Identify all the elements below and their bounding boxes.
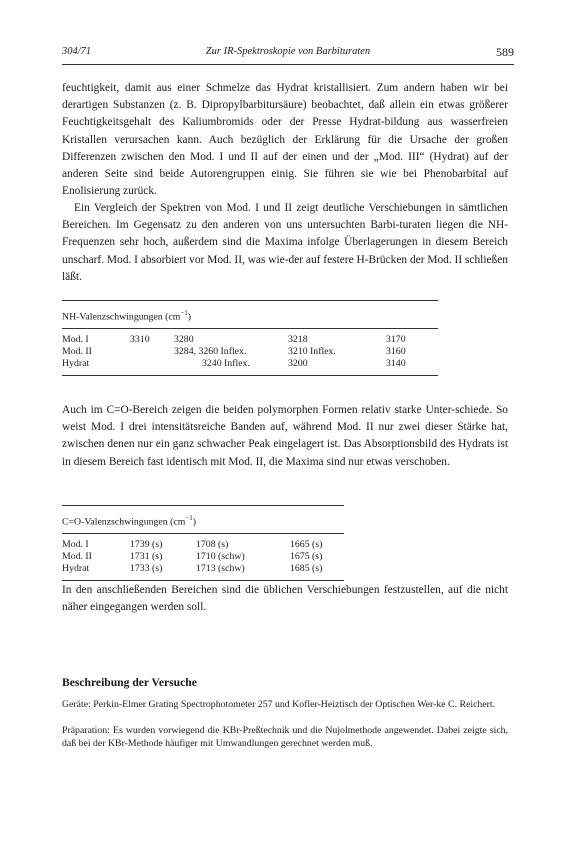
- table-cell: 1733 (s): [130, 563, 163, 574]
- table-cell: 1710 (schw): [196, 551, 245, 562]
- table-cell: 3280: [174, 334, 194, 345]
- nh-valence-table: [62, 300, 438, 382]
- table-cell: 3160: [386, 346, 406, 357]
- table-title: NH-Valenzschwingungen $(cm^{-1})$: [62, 309, 192, 323]
- co-valence-table: [62, 505, 344, 587]
- row-label: Hydrat: [62, 358, 90, 369]
- table-title: C=O-Valenzschwingungen $(cm^{-1})$: [62, 514, 197, 528]
- article-title: Zur IR-Spektroskopie von Barbituraten: [205, 46, 371, 57]
- running-head: [62, 46, 514, 62]
- table-cell: 1731 (s): [130, 551, 163, 562]
- table-cell: 3170: [386, 334, 406, 345]
- table-cell: 3310: [130, 334, 150, 345]
- row-label: Mod. II: [62, 551, 92, 562]
- table-header-rule: [62, 328, 438, 329]
- table-cell: 3284, 3260 Inflex.: [174, 346, 247, 357]
- paragraph-further-regions: In den anschließenden Bereichen sind die üblichen Verschiebungen festzustellen, auf die nicht näher eingegangen werden soll.: [62, 584, 508, 614]
- page-number: 589: [496, 45, 514, 59]
- table-cell: 3140: [386, 358, 406, 369]
- table-cell: 3200: [288, 358, 308, 369]
- table-bottom-rule: [62, 580, 344, 581]
- table-top-rule: [62, 505, 344, 506]
- table-bottom-rule: [62, 375, 438, 376]
- table-header-rule: [62, 533, 344, 534]
- paragraph-hydrate-formation: feuchtigkeit, damit aus einer Schmelze das Hydrat kristallisiert. Zum andern haben wir bei derartigen Substanzen (z. B. Dipropylbarbitursäure) beobachtet, daß allein ein etwas größerer Feuchtigkeitsgehalt des Kaliumbromids oder der Presse Hydrat-bildung aus wasserfreien Kristallen verursachen kann. Auch bezüglich der Erklärung für die Ursache der großen Differenzen zwischen den Mod. I und II auf der einen und der „Mod. III“ (Hydrat) auf der anderen Seite sind beide Autorengruppen einig. Sie führen sie wie bei Phenobarbital auf Enolisierung zurück.: [62, 82, 508, 198]
- table-cell: 3240 Inflex.: [202, 358, 250, 369]
- table-cell: 3218: [288, 334, 308, 345]
- table-cell: 1739 (s): [130, 539, 163, 550]
- table-cell: 1685 (s): [290, 563, 323, 574]
- paragraph-spectra-comparison: Ein Vergleich der Spektren von Mod. I und II zeigt deutliche Verschiebungen in sämtlichen Bereichen. Im Gegensatz zu den anderen von uns untersuchten Barbi-turaten liegen die NH-Frequenzen sehr hoch, außerdem sind die Maxima infolge Überlagerungen in diesem Bereich unscharf. Mod. I absorbiert vor Mod. II, was wie-der auf festere H-Brücken der Mod. II schließen läßt.: [62, 202, 508, 283]
- row-label: Hydrat: [62, 563, 90, 574]
- table-cell: 1675 (s): [290, 551, 323, 562]
- row-label: Mod. II: [62, 346, 92, 357]
- section-heading: Beschreibung der Versuche: [62, 676, 197, 689]
- table-cell: 3210 Inflex.: [288, 346, 336, 357]
- row-label: Mod. I: [62, 539, 89, 550]
- equipment-note: Geräte: Perkin-Elmer Grating Spectrophotometer 257 und Kofler-Heiztisch der Optischen Wer-ke C. Reichert.: [62, 699, 496, 710]
- table-cell: 1665 (s): [290, 539, 323, 550]
- table-top-rule: [62, 300, 438, 301]
- preparation-note: Präparation: Es wurden vorwiegend die KBr-Preßtechnik und die Nujolmethode angewendet. Dabei zeigte sich, daß bei der KBr-Methode häufiger mit Umwandlungen gerechnet werden muß.: [62, 725, 508, 749]
- table-cell: 1713 (schw): [196, 563, 245, 574]
- header-divider: [62, 64, 514, 65]
- paragraph-co-region: Auch im C=O-Bereich zeigen die beiden polymorphen Formen relativ starke Unter-schiede. So weist Mod. I drei intensitätsreiche Banden auf, während Mod. II nur zwei dieser Stärke hat, zwischen denen nur ein ganz schwacher Peak eingelagert ist. Das Absorptionsbild des Hydrats ist in diesem Bereich fast identisch mit Mod. II, die Maxima sind nur etwas verschoben.: [62, 404, 508, 468]
- journal-issue: 304/71: [62, 46, 92, 57]
- table-cell: 1708 (s): [196, 539, 229, 550]
- row-label: Mod. I: [62, 334, 89, 345]
